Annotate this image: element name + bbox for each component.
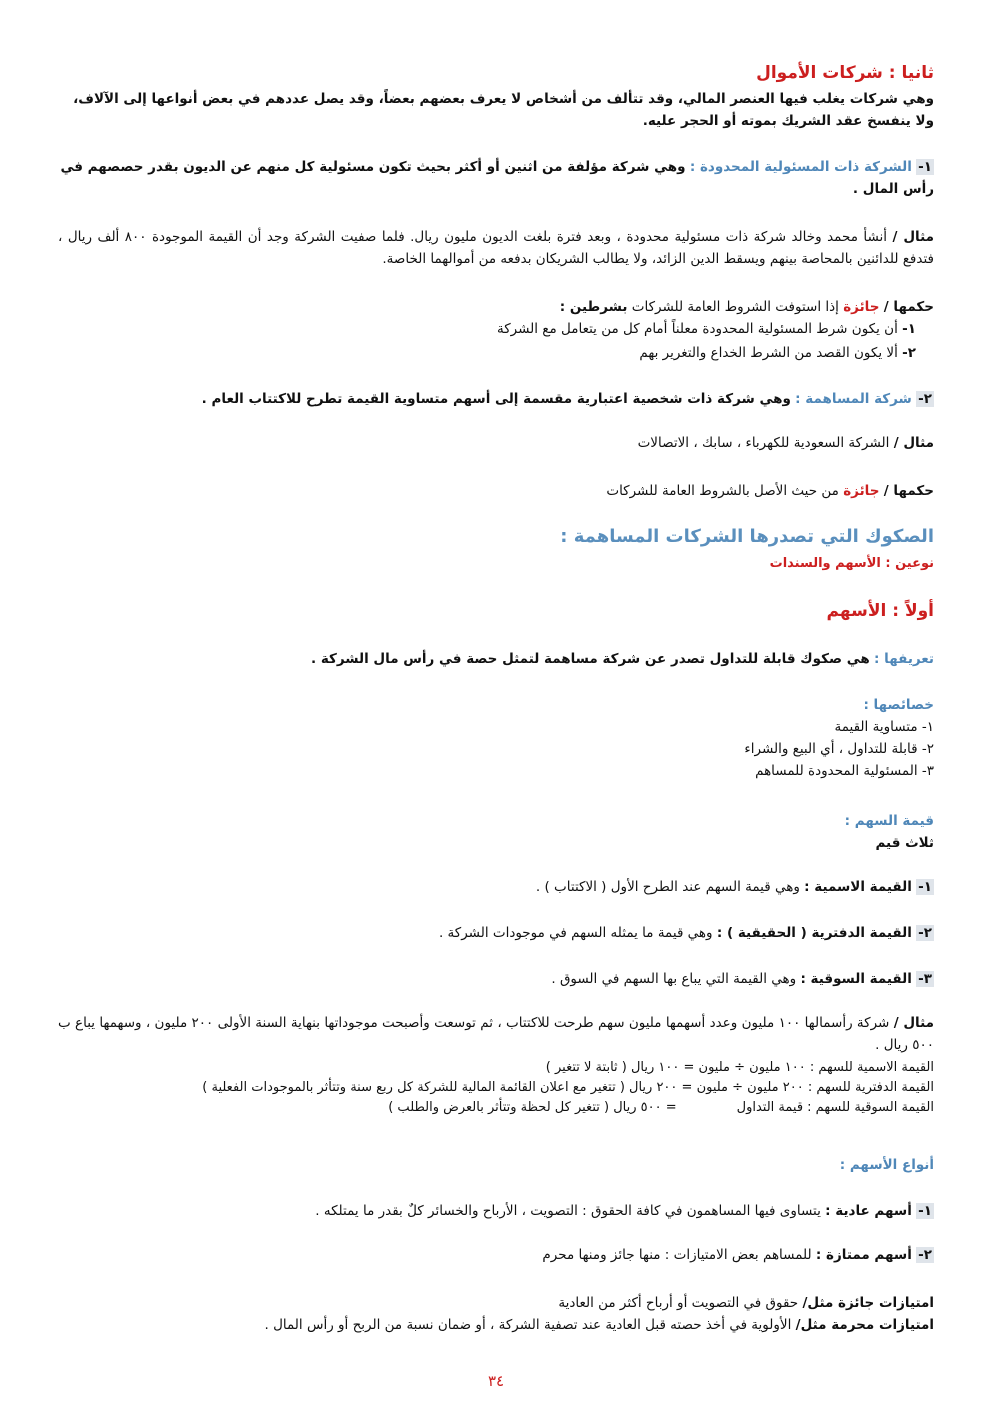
features-label: خصائصها : (863, 697, 934, 713)
llc-example-label: مثال / (892, 229, 934, 245)
value-number: ١- (918, 879, 932, 895)
privilege-text: حقوق في التصويت أو أرباح أكثر من العادية (558, 1295, 799, 1311)
llc-ruling-label: حكمها / (883, 299, 934, 315)
joint-stock-ruling (58, 480, 934, 502)
privileges (58, 1292, 934, 1336)
joint-stock-ruling-label: حكمها / (883, 483, 934, 499)
llc-example-text: أنشأ محمد وخالد شركة ذات مسئولية محدودة ، وبعد فترة بلغت الديون مليون ريال. فلما صفيت الشركة وجد أن القيمة الموجودة ٨٠٠ ألف ريال ، فتدفع للدائنين بالمحاصة بينهم ويسقط الدين الزائد، ولا يطالب الشريكان بدفعه من أموالهما الخاصة. (58, 229, 934, 267)
privilege-line (58, 1292, 934, 1314)
value-text: وهي قيمة السهم عند الطرح الأول ( الاكتتاب ) . (535, 879, 800, 895)
type-number: ١- (918, 1203, 932, 1219)
value-text: وهي قيمة ما يمثله السهم في موجودات الشركة . (438, 925, 713, 941)
privilege-label: امتيازات جائزة مثل/ (802, 1295, 934, 1311)
securities-subtitle (58, 552, 934, 575)
share-calculations (58, 1058, 934, 1118)
securities-types: نوعين : الأسهم والسندات (769, 556, 934, 571)
section-title (58, 62, 934, 85)
intro-line-2: ولا ينفسخ عقد الشريك بموته أو الحجر عليه. (642, 113, 934, 129)
calc-market-label: القيمة السوقية للسهم : قيمة التداول (736, 1100, 934, 1115)
share-types-label: أنواع الأسهم : (839, 1157, 934, 1173)
share-type-item (58, 1244, 934, 1266)
intro-line-1: وهي شركات يغلب فيها العنصر المالي، وقد تتألف من أشخاص لا يعرف بعضهم بعضاً، وقد يصل عددهم في بعض أنواعها إلى الآلاف، (73, 91, 934, 107)
joint-stock-example-label: مثال / (893, 435, 934, 451)
joint-stock-ruling-text: من حيث الأصل بالشروط العامة للشركات (606, 483, 839, 499)
calc-market-value: = ٥٠٠ ريال ( تتغير كل لحظة وتتأثر بالعرض والطلب ) (388, 1100, 677, 1115)
share-value-item (58, 922, 934, 944)
shares-def-label: تعريفها : (874, 651, 934, 667)
condition-number: ٢- (902, 345, 916, 361)
section-intro (58, 88, 934, 132)
feature-item: ٢- قابلة للتداول ، أي البيع والشراء (744, 741, 934, 757)
calc-line: القيمة الدفترية للسهم : ٢٠٠ مليون ÷ مليون = ٢٠٠ ريال ( تتغير مع اعلان القائمة المالية للشركة كل ربع سنة وتتأثر بالموجودات الفعلية ) (202, 1080, 934, 1095)
share-example-text: شركة رأسمالها ١٠٠ مليون وعدد أسهمها مليون سهم طرحت للاكتتاب ، ثم توسعت وأصبحت موجوداتها بنهاية السنة الأولى ٢٠٠ مليون ، وسهمها يباع ب ٥٠٠ ريال . (58, 1015, 934, 1053)
llc-condition (40, 342, 934, 364)
share-value-item (58, 968, 934, 990)
joint-stock-name: شركة المساهمة : (795, 391, 912, 407)
llc-definition-text: وهي شركة مؤلفة من اثنين أو أكثر بحيث تكون مسئولية كل منهم عن الديون بقدر حصصهم في رأس المال . (60, 159, 934, 197)
shares-definition (58, 648, 934, 670)
section-heading: ثانيا : شركات الأموال (756, 63, 934, 83)
share-value-label: قيمة السهم : (844, 813, 934, 829)
value-text: وهي القيمة التي يباع بها السهم في السوق . (551, 971, 797, 987)
value-number: ٢- (918, 925, 932, 941)
feature-item: ٣- المسئولية المحدودة للمساهم (755, 763, 934, 779)
value-name: القيمة الدفترية ( الحقيقية ) : (716, 925, 912, 941)
share-types-header (58, 1154, 934, 1176)
shares-def-text: هي صكوك قابلة للتداول تصدر عن شركة مساهمة لتمثل حصة في رأس مال الشركة . (311, 651, 870, 667)
value-number: ٣- (918, 971, 932, 987)
joint-stock-example (58, 432, 934, 454)
condition-text: ألا يكون القصد من الشرط الخداع والتغرير بهم (639, 345, 898, 361)
llc-ruling (58, 296, 934, 318)
securities-title (58, 526, 934, 549)
joint-stock-definition (58, 388, 934, 410)
share-type-item (58, 1200, 934, 1222)
shares-heading: أولاً : الأسهم (826, 601, 934, 621)
calc-line: القيمة الاسمية للسهم : ١٠٠ مليون ÷ مليون = ١٠٠ ريال ( ثابتة لا تتغير ) (545, 1060, 934, 1075)
joint-stock-example-text: الشركة السعودية للكهرباء ، سابك ، الاتصالات (637, 435, 890, 451)
value-name: القيمة الاسمية : (804, 879, 912, 895)
share-value-item (58, 876, 934, 898)
condition-text: أن يكون شرط المسئولية المحدودة معلناً أمام كل من يتعامل مع الشركة (497, 321, 898, 337)
llc-name: الشركة ذات المسئولية المحدودة : (689, 159, 912, 175)
shares-features (58, 694, 934, 782)
share-example-label: مثال / (893, 1015, 935, 1031)
share-value-count: ثلاث قيم (875, 835, 934, 851)
llc-condition (40, 318, 934, 340)
joint-stock-number: ٢- (918, 391, 932, 407)
llc-number: ١- (918, 159, 932, 175)
shares-title (58, 600, 934, 623)
llc-ruling-text: إذا استوفت الشروط العامة للشركات (631, 299, 839, 315)
privilege-label: امتيازات محرمة مثل/ (795, 1317, 934, 1333)
condition-number: ١- (902, 321, 916, 337)
llc-ruling-word: جائزة (843, 299, 880, 315)
calc-line (58, 1098, 934, 1118)
type-text: للمساهم بعض الامتيازات : منها جائز ومنها محرم (542, 1247, 812, 1263)
joint-stock-definition-text: وهي شركة ذات شخصية اعتبارية مقسمة إلى أسهم متساوية القيمة تطرح للاكتتاب العام . (201, 391, 791, 407)
llc-definition (58, 156, 934, 200)
joint-stock-ruling-word: جائزة (843, 483, 880, 499)
type-name: أسهم عادية : (825, 1203, 912, 1219)
type-number: ٢- (918, 1247, 932, 1263)
llc-ruling-conditions: بشرطين : (559, 299, 628, 315)
privilege-text: الأولوية في أخذ حصته قبل العادية عند تصفية الشركة ، أو ضمان نسبة من الربح أو رأس المال . (264, 1317, 792, 1333)
type-name: أسهم ممتازة : (815, 1247, 912, 1263)
page-number: ٣٤ (487, 1372, 505, 1390)
share-value-header (58, 810, 934, 854)
type-text: يتساوى فيها المساهمون في كافة الحقوق : التصويت ، الأرباح والخسائر كلٌ بقدر ما يمتلكه . (315, 1203, 821, 1219)
privilege-line (58, 1314, 934, 1336)
feature-item: ١- متساوية القيمة (834, 719, 934, 735)
securities-heading: الصكوك التي تصدرها الشركات المساهمة : (560, 526, 934, 547)
llc-example (58, 226, 934, 270)
share-example (58, 1012, 934, 1056)
value-name: القيمة السوقية : (800, 971, 912, 987)
